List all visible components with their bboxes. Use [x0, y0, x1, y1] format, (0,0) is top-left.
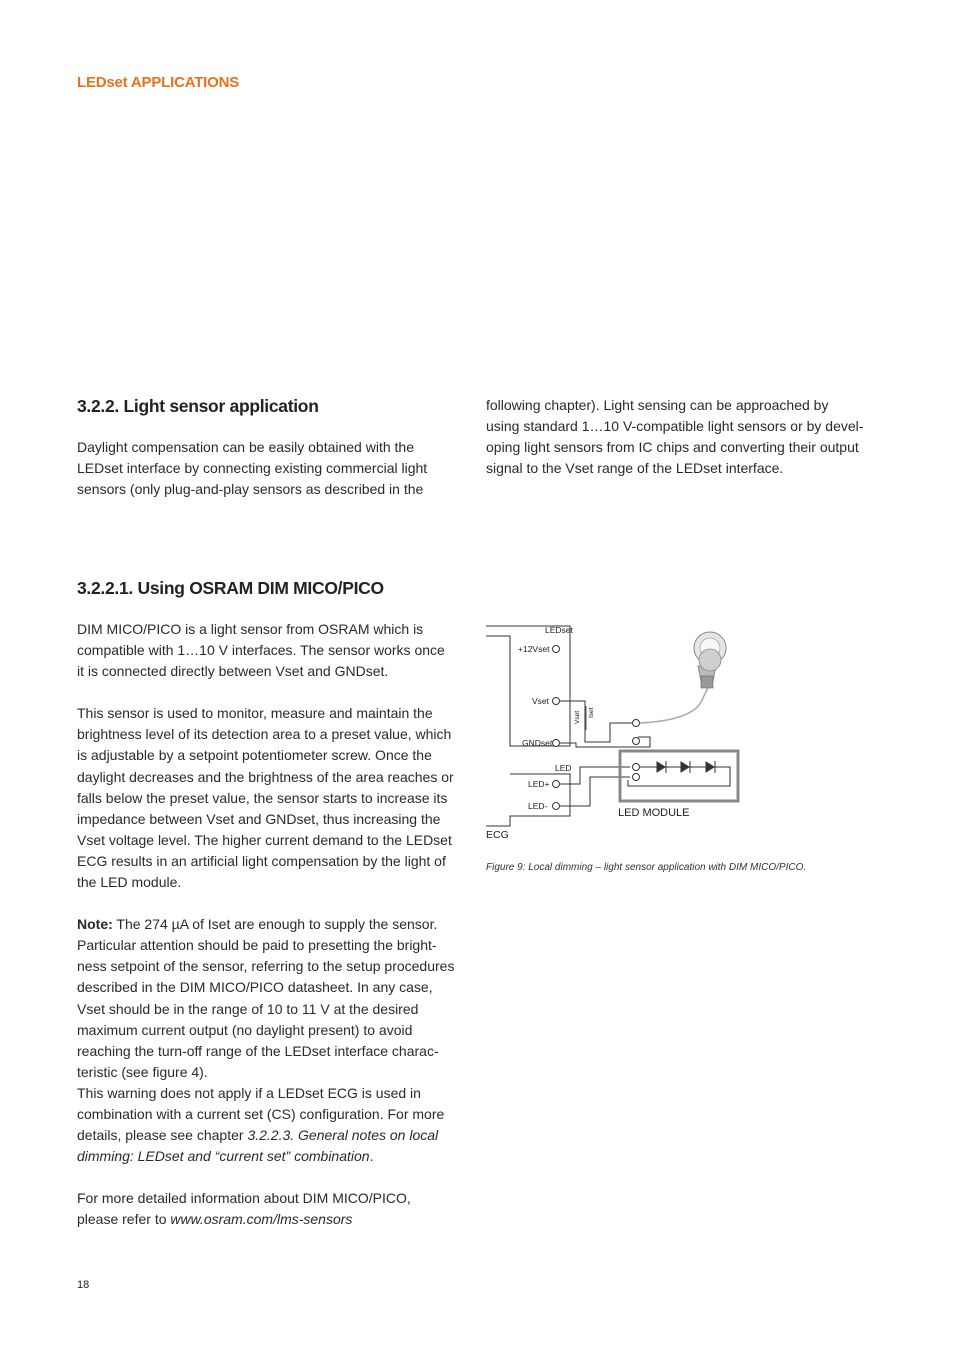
label-led-minus: LED-: [528, 801, 548, 811]
chapter-reference: 3.2.2.3. General notes on local dimming: LEDset and “current set” combination: [77, 1127, 439, 1165]
label-ecg: ECG: [486, 829, 509, 841]
note-label: Note:: [77, 916, 113, 933]
section-heading-dim-mico: 3.2.2.1. Using OSRAM DIM MICO/PICO: [77, 578, 384, 598]
label-vset-small: Vset: [574, 710, 581, 724]
note-text: The 274 µA of Iset are enough to supply the sensor. Particular attention should be paid to presetting the bright- ness setpoint of the sensor, referring to the setup procedures described in the DIM MICO/PICO datasheet. In any case, Vset should be in the range of 10 to 11 V at the desired maximum current output (no daylight present) to avoid reaching the turn-off range of the LEDset interface charac- teristic (see figure 4). This warning does not apply if a LEDset ECG is used in combination with a current set (CS) configuration. For more details, please see chapter: [77, 916, 455, 1144]
label-gndset: GNDset: [522, 738, 553, 748]
section-heading-light-sensor: 3.2.2. Light sensor application: [77, 396, 319, 416]
terminal-led-plus: [553, 781, 560, 788]
label-12vset: +12Vset: [518, 644, 550, 654]
label-led: LED: [555, 763, 572, 773]
paragraph: following chapter). Light sensing can be approached by using standard 1…10 V-compatible light sensors or by devel- oping light sensors from IC chips and converting their output signal to the Vset range of the LEDset interface.: [486, 397, 864, 477]
diode-1: [657, 762, 665, 772]
diode-3: [706, 762, 714, 772]
sensor-terminal-2: [633, 738, 640, 745]
more-info-text: For more detailed information about DIM MICO/PICO, please refer to: [77, 1190, 411, 1228]
section-label: LEDset APPLICATIONS: [77, 74, 240, 91]
paragraph-note: [77, 914, 472, 1167]
sensor-terminal-1: [633, 720, 640, 727]
terminal-vset: [553, 698, 560, 705]
label-iset-small: Iset: [588, 707, 595, 718]
note-end: .: [369, 1148, 374, 1165]
light-sensor-text-col2: [486, 395, 886, 479]
label-vset: Vset: [532, 696, 550, 706]
paragraph: Daylight compensation can be easily obtained with the LEDset interface by connecting existing commercial light sensors (only plug-and-play sensors as described in the: [77, 439, 428, 498]
light-sensor-device: [694, 632, 726, 688]
label-led-plus: LED+: [528, 779, 550, 789]
figure-caption: Figure 9: Local dimming – light sensor application with DIM MICO/PICO.: [486, 862, 807, 873]
paragraph-intro: DIM MICO/PICO is a light sensor from OSRAM which is compatible with 1…10 V interfaces. The sensor works once it is connected directly between Vset and GNDset.: [77, 621, 445, 680]
wiring-diagram: [480, 620, 760, 848]
terminal-led-minus: [553, 803, 560, 810]
module-terminal-plus: [633, 764, 640, 771]
diode-2: [681, 762, 689, 772]
dim-mico-text: [77, 619, 472, 1230]
paragraph-more-info: [77, 1188, 472, 1230]
terminal-12vset: [553, 646, 560, 653]
terminal-gndset: [553, 740, 560, 747]
sensor-link[interactable]: www.osram.com/lms-sensors: [170, 1211, 353, 1228]
paragraph-function: This sensor is used to monitor, measure and maintain the brightness level of its detection area to a preset value, which is adjustable by a setpoint potentiometer screw. Once the daylight decreases and the brightness of the area reaches or falls below the preset value, the sensor starts to increase its impedance between Vset and GNDset, thus increasing the Vset voltage level. The higher current demand to the LEDset ECG results in an artificial light compensation by the light of the LED module.: [77, 705, 454, 891]
wire-vset: [560, 701, 632, 742]
sensor-cable: [640, 684, 708, 723]
page-number: 18: [77, 1279, 90, 1291]
light-sensor-text-col1: [77, 437, 467, 500]
label-ledset: LEDset: [545, 625, 573, 635]
label-led-module: LED MODULE: [618, 807, 690, 819]
module-terminal-minus: [633, 774, 640, 781]
